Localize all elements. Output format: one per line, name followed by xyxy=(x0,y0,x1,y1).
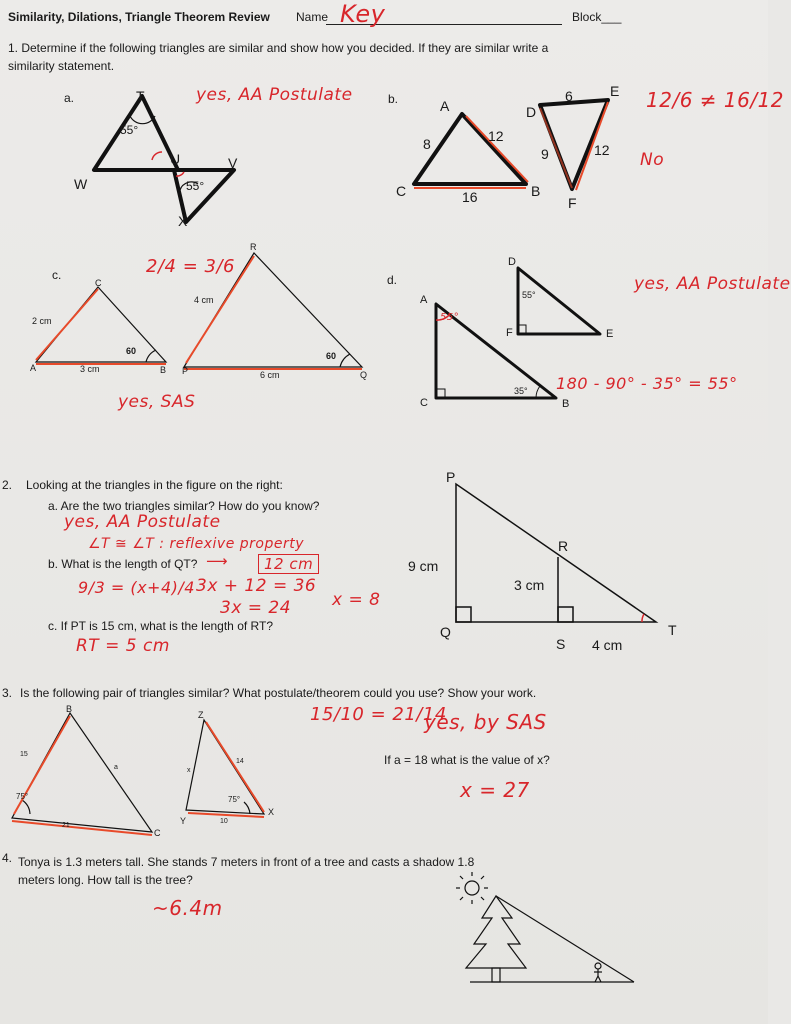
q1c-triangle-small xyxy=(36,287,166,362)
vertex-q: Q xyxy=(440,624,451,640)
q1d-triangle-def xyxy=(518,268,600,334)
q3-work: 15/10 = 21/14 xyxy=(310,704,447,725)
q3-answer: yes, by SAS xyxy=(424,710,547,734)
length-label: 9 cm xyxy=(408,558,439,574)
vertex-c: C xyxy=(420,397,428,409)
q1a-answer: yes, AA Postulate xyxy=(196,85,353,105)
q1c-label: c. xyxy=(52,268,62,282)
angle-label: 35° xyxy=(514,386,528,396)
vertex-t: T xyxy=(136,88,145,104)
q2-figure xyxy=(456,484,656,622)
q2a-reason: ∠T ≅ ∠T : reflexive property xyxy=(88,536,305,552)
vertex-r: R xyxy=(558,538,569,554)
q1b-label: b. xyxy=(388,92,399,106)
angle-label: 55° xyxy=(440,312,460,323)
length-label: 4 cm xyxy=(592,637,623,653)
angle-label: 60 xyxy=(126,346,137,356)
vertex-w: W xyxy=(74,176,88,192)
side-label: 12 xyxy=(488,128,504,144)
vertex-c: C xyxy=(396,183,407,199)
name-label: Name xyxy=(296,10,329,24)
side-label: x xyxy=(187,767,191,774)
q2b-work-step: 3x = 24 xyxy=(220,598,292,618)
q1c-answer: yes, SAS xyxy=(118,392,196,412)
q2a-answer: yes, AA Postulate xyxy=(64,512,221,532)
vertex-b: B xyxy=(562,398,570,410)
name-value: Key xyxy=(340,0,386,28)
vertex-b: B xyxy=(160,365,167,375)
vertex-u: U xyxy=(170,151,181,167)
q3-triangle-right xyxy=(186,720,264,814)
side-label: 8 xyxy=(423,136,431,152)
side-label: 14 xyxy=(236,758,244,765)
angle-label: 55° xyxy=(186,179,205,193)
angle-label: 75° xyxy=(16,792,29,801)
q3-prompt: Is the following pair of triangles similar? What postulate/theorem could you use? Show your work. xyxy=(20,686,537,700)
q2b-answer: 12 cm xyxy=(258,554,319,574)
q2b-work-step: x = 8 xyxy=(332,590,381,610)
side-label: 15 xyxy=(20,751,28,758)
q1d-label: d. xyxy=(387,273,398,287)
side-label: 12 xyxy=(594,142,610,158)
length-label: 3 cm xyxy=(514,577,545,593)
vertex-a: A xyxy=(440,98,450,114)
q2-prompt: Looking at the triangles in the figure on the right: xyxy=(26,478,283,492)
q2-number: 2. xyxy=(2,478,13,492)
vertex-b: B xyxy=(531,183,541,199)
vertex-b: B xyxy=(66,704,73,714)
q2c-answer: RT = 5 cm xyxy=(76,636,170,656)
q1a-figure xyxy=(94,96,234,222)
vertex-x: X xyxy=(178,213,188,229)
q2a-question: a. Are the two triangles similar? How do you know? xyxy=(48,499,320,513)
side-label: 9 xyxy=(541,146,549,162)
q4-number: 4. xyxy=(2,851,13,865)
q3-number: 3. xyxy=(2,686,13,700)
q4-prompt-line2: meters long. How tall is the tree? xyxy=(18,873,193,887)
side-label: 16 xyxy=(462,189,478,205)
angle-label: 60 xyxy=(326,351,337,361)
vertex-a: A xyxy=(420,294,428,306)
vertex-p: P xyxy=(182,366,189,376)
vertex-e: E xyxy=(606,328,614,340)
tree-icon xyxy=(466,896,526,968)
vertex-f: F xyxy=(568,195,577,211)
block-label: Block___ xyxy=(572,10,622,24)
q2b-question: b. What is the length of QT? xyxy=(48,557,198,571)
worksheet-title: Similarity, Dilations, Triangle Theorem Review xyxy=(8,10,270,24)
vertex-c: C xyxy=(154,828,161,838)
angle-label: 55° xyxy=(120,123,139,137)
vertex-c: C xyxy=(95,278,102,288)
side-label: 4 cm xyxy=(194,295,214,305)
vertex-p: P xyxy=(446,469,456,485)
q4-figure xyxy=(456,872,634,982)
q3-triangle-left xyxy=(12,713,152,832)
person-icon xyxy=(594,963,602,982)
q2-triangle-pqt xyxy=(456,484,656,622)
q2b-proportion: 9/3 = (x+4)/4 xyxy=(78,578,195,597)
q2c-question: c. If PT is 15 cm, what is the length of RT? xyxy=(48,619,273,633)
side-label: 10 xyxy=(220,818,228,825)
vertex-a: A xyxy=(30,363,37,373)
angle-label: 75° xyxy=(228,795,241,804)
q2b-work-step: 3x + 12 = 36 xyxy=(196,576,317,596)
vertex-f: F xyxy=(506,327,513,339)
q3-followup: If a = 18 what is the value of x? xyxy=(384,753,550,767)
q4-answer: ~6.4m xyxy=(152,896,223,920)
vertex-e: E xyxy=(610,83,620,99)
vertex-z: Z xyxy=(198,710,204,720)
side-label: 6 cm xyxy=(260,370,280,380)
vertex-y: Y xyxy=(180,816,187,826)
vertex-d: D xyxy=(526,104,537,120)
angle-label: 55° xyxy=(522,290,536,300)
side-label: 2 cm xyxy=(32,316,52,326)
vertex-v: V xyxy=(228,155,238,171)
q4-prompt-line1: Tonya is 1.3 meters tall. She stands 7 meters in front of a tree and casts a shadow 1.8 xyxy=(18,855,475,869)
vertex-s: S xyxy=(556,636,566,652)
vertex-t: T xyxy=(668,622,677,638)
q1d-work: 180 - 90° - 35° = 55° xyxy=(556,374,738,393)
q1a-label: a. xyxy=(64,91,75,105)
q1b-answer: No xyxy=(640,150,665,170)
q3-followup-answer: x = 27 xyxy=(460,778,530,802)
side-label: 6 xyxy=(565,88,573,104)
side-label: 21 xyxy=(62,822,70,829)
vertex-d: D xyxy=(508,256,516,268)
side-label: a xyxy=(114,764,118,771)
q1b-work: 12/6 ≠ 16/12 xyxy=(646,88,785,112)
vertex-q: Q xyxy=(360,370,368,380)
q1-prompt-line1: 1. Determine if the following triangles are similar and show how you decided. If they are similar write a xyxy=(8,41,549,55)
vertex-x: X xyxy=(268,807,275,817)
vertex-r: R xyxy=(250,242,257,252)
side-label: 3 cm xyxy=(80,364,100,374)
arrow-icon: ⟶ xyxy=(206,552,229,570)
sun-icon xyxy=(465,881,479,895)
q1-prompt-line2: similarity statement. xyxy=(8,59,115,73)
q1d-answer: yes, AA Postulate xyxy=(634,274,791,294)
q1c-work: 2/4 = 3/6 xyxy=(146,256,235,277)
